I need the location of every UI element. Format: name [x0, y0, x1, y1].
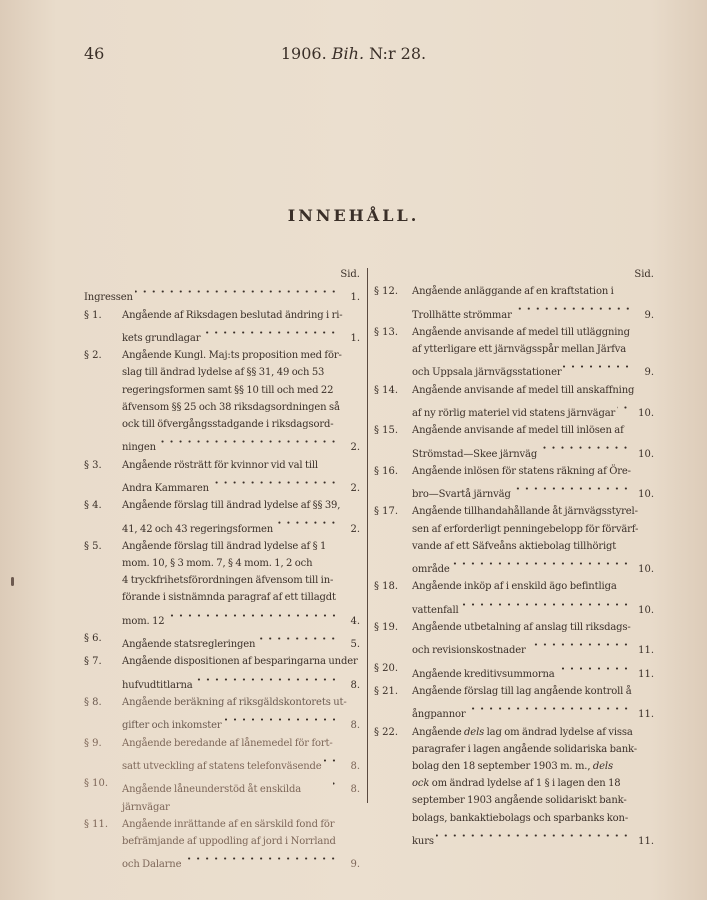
section-number: § 16. — [374, 465, 399, 477]
entry-text — [412, 619, 654, 660]
dot-leader — [167, 607, 341, 624]
entry-line-text: Angående tillhandahållande åt järnvägsstyrel- — [412, 506, 638, 518]
entry-line — [412, 399, 654, 422]
page-reference: 2. — [350, 442, 360, 454]
entry-line-text: Ingressen — [84, 292, 133, 304]
entry-line — [412, 700, 654, 723]
toc-entry — [374, 422, 654, 463]
page-reference: 2. — [350, 482, 360, 494]
dot-leader — [202, 324, 341, 341]
dot-leader — [224, 711, 342, 728]
entry-line-text: bolag den 18 september 1903 m. m., dels — [412, 760, 613, 772]
entry-line — [122, 694, 360, 711]
page-reference: 11. — [638, 668, 654, 680]
entry-line — [122, 457, 360, 474]
toc-entry — [374, 724, 654, 851]
entry-line — [412, 300, 654, 323]
toc-entry — [374, 324, 654, 382]
entry-line — [412, 422, 654, 439]
entry-line-text: bolags, bankaktiebolags och sparbanks kon- — [412, 812, 629, 824]
dot-leader — [257, 630, 341, 647]
entry-line-text: satt utveckling af statens telefonväsende — [122, 760, 322, 772]
entry-line — [412, 439, 654, 462]
entry-line — [122, 775, 360, 816]
dot-leader — [275, 514, 341, 531]
entry-line-text: af ytterligare ett järnvägsspår mellan Järfva — [412, 343, 627, 355]
dot-leader — [528, 636, 633, 653]
page-reference: 11. — [638, 645, 654, 657]
section-number: § 8. — [84, 696, 102, 708]
entry-line — [122, 514, 360, 537]
entry-line — [122, 416, 360, 433]
page-reference: 1. — [350, 292, 360, 304]
section-number: § 9. — [84, 737, 102, 749]
entry-text — [122, 630, 360, 653]
entry-text — [122, 307, 360, 348]
entry-line — [122, 307, 360, 324]
entry-line-text: slag till ändrad lydelse af §§ 31, 49 och 53 — [122, 367, 325, 379]
entry-line-text: ningen — [122, 442, 156, 454]
entry-line-text: Angående anvisande af medel till inlösen af — [412, 425, 624, 437]
toc-right-column — [374, 266, 654, 850]
entry-line-text: Angående dels lag om ändrad lydelse af vissa — [412, 726, 633, 738]
page-reference: 5. — [350, 639, 360, 651]
entry-line — [122, 382, 360, 399]
entry-line — [412, 555, 654, 578]
entry-line — [122, 433, 360, 456]
dot-leader — [452, 555, 633, 572]
dot-leader — [617, 399, 633, 416]
entry-line — [412, 619, 654, 636]
entry-line-text: Angående beräkning af riksgäldskontorets ut- — [122, 696, 347, 708]
entry-line-text: Trollhätte strömmar — [412, 309, 512, 321]
dot-leader — [436, 827, 633, 844]
toc-entry — [84, 497, 360, 538]
section-number: § 1. — [84, 309, 102, 321]
entry-text — [122, 347, 360, 456]
entry-line-text: af ny rörlig materiel vid statens järnvägar — [412, 407, 616, 419]
section-number: § 10. — [84, 778, 109, 790]
entry-line-text: Angående inrättande af en särskild fond för — [122, 818, 335, 830]
entry-line-text: 41, 42 och 43 regeringsformen — [122, 523, 274, 535]
entry-text — [122, 775, 360, 816]
entry-line — [412, 660, 654, 683]
entry-line-text: och Uppsala järnvägsstationer — [412, 367, 562, 379]
section-number: § 20. — [374, 662, 399, 674]
entry-text — [122, 653, 360, 694]
entry-line — [412, 810, 654, 827]
entry-line — [412, 792, 654, 809]
entry-line-text: gifter och inkomster — [122, 720, 222, 732]
section-number: § 18. — [374, 581, 399, 593]
entry-text — [412, 578, 654, 619]
page-reference: 10. — [638, 489, 654, 501]
page-reference: 8. — [350, 784, 360, 796]
entry-line — [122, 347, 360, 364]
section-number: § 5. — [84, 540, 102, 552]
entry-line — [122, 555, 360, 572]
entry-text — [412, 683, 654, 724]
entry-line — [122, 850, 360, 873]
dot-leader — [557, 660, 633, 677]
section-number: § 6. — [84, 632, 102, 644]
entry-line-text: Angående anvisande af medel till utläggning — [412, 326, 630, 338]
entry-line-text: vande af ett Säfveåns aktiebolag tillhörigt — [412, 540, 617, 552]
entry-line — [412, 578, 654, 595]
section-number: § 2. — [84, 350, 102, 362]
entry-line — [122, 474, 360, 497]
entry-line-text: ångpannor — [412, 709, 466, 721]
entry-text — [412, 660, 654, 683]
toc-entry — [84, 283, 360, 306]
page-reference: 10. — [638, 564, 654, 576]
toc-list-left — [84, 283, 360, 873]
page-reference: 10. — [638, 448, 654, 460]
page-reference: 10. — [638, 407, 654, 419]
header-year: 1906. — [280, 44, 327, 63]
toc-entry — [374, 463, 654, 504]
toc-entry — [374, 578, 654, 619]
page-title: INNEHÅLL. — [287, 206, 420, 225]
entry-line — [122, 538, 360, 555]
dot-leader — [513, 480, 633, 497]
toc-entry — [84, 816, 360, 874]
entry-line-text: Angående låneunderstöd åt enskilda järnvägar — [122, 784, 302, 813]
toc-entry — [84, 630, 360, 653]
entry-line — [412, 538, 654, 555]
section-number: § 17. — [374, 506, 399, 518]
toc-entry — [84, 775, 360, 816]
section-number: § 21. — [374, 685, 399, 697]
toc-entry — [374, 503, 654, 578]
entry-line — [412, 358, 654, 381]
entry-line-text: Angående förslag till ändrad lydelse af §§ 39, — [122, 500, 341, 512]
dot-leader — [158, 433, 341, 450]
entry-text — [122, 457, 360, 498]
entry-line — [122, 711, 360, 734]
entry-line-text: Angående dispositionen af besparingarna under — [122, 656, 358, 668]
entry-text — [122, 735, 360, 776]
entry-text — [412, 422, 654, 463]
entry-line — [122, 816, 360, 833]
dot-leader — [333, 775, 341, 792]
toc-entry — [374, 660, 654, 683]
page-reference: 9. — [350, 859, 360, 871]
dot-leader — [135, 283, 341, 300]
toc-entry — [84, 457, 360, 498]
toc-entry — [84, 735, 360, 776]
entry-line-text: och revisionskostnader — [412, 645, 526, 657]
dot-leader — [514, 300, 635, 317]
entry-line — [122, 497, 360, 514]
entry-line-text: Angående statsregleringen — [122, 639, 256, 651]
entry-line — [122, 589, 360, 606]
entry-line — [122, 324, 360, 347]
entry-line-text: kets grundlagar — [122, 332, 201, 344]
dot-leader — [563, 358, 635, 375]
section-number: § 14. — [374, 384, 399, 396]
entry-line — [412, 758, 654, 775]
section-number: § 13. — [374, 326, 399, 338]
column-divider — [367, 268, 368, 803]
entry-line — [412, 503, 654, 520]
toc-entry — [84, 694, 360, 735]
page-number: 46 — [84, 44, 105, 63]
entry-text — [412, 382, 654, 423]
section-number: § 22. — [374, 726, 399, 738]
entry-line-text: paragrafer i lagen angående solidariska bank- — [412, 743, 637, 755]
entry-line — [412, 463, 654, 480]
entry-line-text: Angående inköp af i enskild ägo befintliga — [412, 581, 617, 593]
page-reference: 9. — [644, 367, 654, 379]
entry-line — [412, 480, 654, 503]
entry-line-text: mom. 12 — [122, 615, 165, 627]
entry-line — [412, 596, 654, 619]
toc-entry — [84, 307, 360, 348]
entry-line-text: hufvudtitlarna — [122, 679, 193, 691]
entry-line-text: förande i sistnämnda paragraf af ett tillagdt — [122, 592, 336, 604]
dot-leader — [468, 700, 634, 717]
ink-spot — [11, 577, 14, 586]
entry-line-text: Angående beredande af lånemedel för fort- — [122, 737, 333, 749]
page-reference: 1. — [350, 332, 360, 344]
dot-leader — [183, 850, 341, 867]
entry-line-text: område — [412, 564, 450, 576]
toc-entry — [84, 653, 360, 694]
page-reference: 9. — [644, 309, 654, 321]
entry-line — [122, 364, 360, 381]
dot-leader — [211, 474, 341, 491]
entry-line — [122, 607, 360, 630]
entry-line — [412, 283, 654, 300]
entry-line — [412, 827, 654, 850]
entry-line-text: och Dalarne — [122, 859, 182, 871]
entry-line-text: bro—Svartå järnväg — [412, 489, 511, 501]
dot-leader — [461, 596, 634, 613]
page-column-header-left: Sid. — [340, 269, 360, 280]
entry-line-text: Andra Kammaren — [122, 482, 209, 494]
entry-line — [84, 283, 360, 306]
entry-line — [122, 399, 360, 416]
entry-text — [412, 463, 654, 504]
entry-line-text: ock till öfvergångsstadgande i riksdagsord- — [122, 418, 334, 430]
dot-leader — [195, 671, 341, 688]
page-column-header-right: Sid. — [634, 269, 654, 280]
section-number: § 11. — [84, 818, 109, 830]
entry-line-text: Angående förslag till lag angående kontroll å — [412, 685, 632, 697]
entry-text — [412, 283, 654, 324]
entry-line-text: vattenfall — [412, 604, 459, 616]
page-reference: 11. — [638, 709, 654, 721]
dot-leader — [539, 439, 633, 456]
page-reference: 8. — [350, 679, 360, 691]
page-reference: 2. — [350, 523, 360, 535]
entry-line — [412, 741, 654, 758]
entry-line-text: Angående utbetalning af anslag till riksdags- — [412, 621, 631, 633]
entry-line — [122, 752, 360, 775]
entry-line — [412, 636, 654, 659]
entry-line — [122, 653, 360, 670]
dot-leader — [324, 752, 341, 769]
page-reference: 10. — [638, 604, 654, 616]
page-reference: 11. — [638, 835, 654, 847]
entry-line-text: Angående anvisande af medel till anskaffning — [412, 384, 635, 396]
entry-line — [412, 324, 654, 341]
section-number: § 7. — [84, 656, 102, 668]
toc-list-right — [374, 283, 654, 850]
entry-line — [412, 775, 654, 792]
entry-line-text: mom. 10, § 3 mom. 7, § 4 mom. 1, 2 och — [122, 557, 313, 569]
toc-entry — [84, 538, 360, 630]
entry-text — [412, 724, 654, 851]
entry-line — [412, 382, 654, 399]
entry-text — [412, 324, 654, 382]
toc-entry — [374, 283, 654, 324]
toc-entry — [374, 619, 654, 660]
entry-line-text: Strömstad—Skee järnväg — [412, 448, 538, 460]
toc-left-column — [84, 266, 360, 874]
running-header — [0, 44, 707, 63]
entry-line-text: Angående inlösen för statens räkning af Öre- — [412, 465, 631, 477]
entry-line-text: befrämjande af uppodling af jord i Norrland — [122, 835, 336, 847]
header-publication: Bih. — [331, 44, 365, 63]
section-number: § 15. — [374, 425, 399, 437]
entry-line-text: 4 tryckfrihetsförordningen äfvensom till in- — [122, 575, 334, 587]
header-number: N:r 28. — [369, 44, 427, 63]
entry-line-text: Angående rösträtt för kvinnor vid val till — [122, 459, 318, 471]
entry-line — [122, 572, 360, 589]
section-number: § 19. — [374, 621, 399, 633]
entry-text — [84, 283, 360, 306]
page-reference: 8. — [350, 720, 360, 732]
entry-line — [122, 735, 360, 752]
section-number: § 12. — [374, 286, 399, 298]
entry-line — [412, 341, 654, 358]
entry-text — [122, 816, 360, 874]
toc-entry — [374, 382, 654, 423]
entry-line-text: äfvensom §§ 25 och 38 riksdagsordningen så — [122, 401, 340, 413]
entry-line-text: Angående Kungl. Maj:ts proposition med för- — [122, 350, 342, 362]
entry-line-text: Angående af Riksdagen beslutad ändring i ri- — [122, 309, 343, 321]
page-reference: 8. — [350, 760, 360, 772]
entry-line-text: september 1903 angående solidariskt bank- — [412, 795, 627, 807]
section-number: § 3. — [84, 459, 102, 471]
entry-line — [122, 630, 360, 653]
section-number: § 4. — [84, 500, 102, 512]
entry-text — [412, 503, 654, 578]
entry-line-text: regeringsformen samt §§ 10 till och med 22 — [122, 384, 334, 396]
page-reference: 4. — [350, 615, 360, 627]
entry-line-text: Angående kreditivsummorna — [412, 668, 555, 680]
entry-text — [122, 538, 360, 630]
entry-line — [412, 683, 654, 700]
entry-line-text: Angående förslag till ändrad lydelse af § 1 — [122, 540, 327, 552]
entry-text — [122, 694, 360, 735]
entry-line — [122, 671, 360, 694]
toc-entry — [84, 347, 360, 456]
entry-line — [412, 521, 654, 538]
entry-text — [122, 497, 360, 538]
entry-line-text: sen af erforderligt penningebelopp för förvärf- — [412, 523, 639, 535]
entry-line — [122, 833, 360, 850]
entry-line-text: kurs — [412, 835, 434, 847]
entry-line — [412, 724, 654, 741]
entry-line-text: Angående anläggande af en kraftstation i — [412, 286, 614, 298]
toc-entry — [374, 683, 654, 724]
entry-line-text: ock om ändrad lydelse af 1 § i lagen den 18 — [412, 778, 621, 790]
